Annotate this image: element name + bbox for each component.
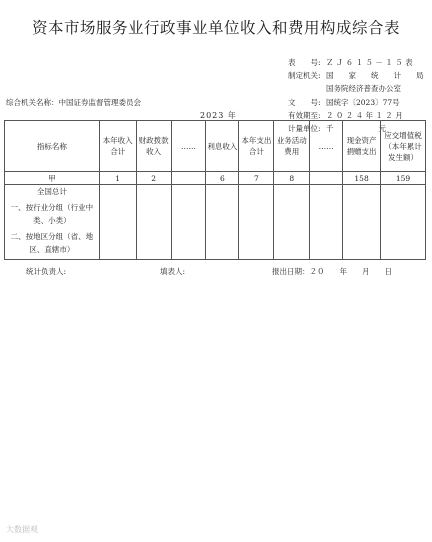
code-blank bbox=[310, 172, 343, 185]
header-indicator: 指标名称 bbox=[5, 121, 100, 172]
meta-org-value: 国 家 统 计 局 bbox=[326, 71, 424, 81]
code-6: 6 bbox=[206, 172, 239, 185]
data-cell[interactable] bbox=[206, 185, 239, 260]
org-name: 综合机关名称：中国证券监督管理委员会 bbox=[6, 98, 141, 107]
meta-valid-value: ２ ０ ２ ４ 年 １ ２ 月 bbox=[326, 110, 403, 120]
header-row bbox=[5, 121, 426, 172]
meta-doc-label: 文 号: bbox=[288, 97, 321, 107]
code-1: 1 bbox=[99, 172, 136, 185]
code-8: 8 bbox=[274, 172, 310, 185]
body-row bbox=[5, 185, 426, 260]
meta-valid-label: 有效期至: bbox=[288, 110, 321, 120]
meta-form-label: 表 号: bbox=[288, 58, 321, 67]
header-fiscal: 财政拨款收入 bbox=[136, 121, 171, 172]
watermark-logo: 大数据观 bbox=[6, 525, 38, 534]
footer-stat-lead: 统计负责人: bbox=[26, 267, 67, 276]
code-indicator: 甲 bbox=[5, 172, 100, 185]
header-ellipsis-2: …… bbox=[310, 121, 343, 172]
row-by-industry: 一、按行业分组（行业中类、小类） bbox=[10, 203, 94, 225]
code-7: 7 bbox=[239, 172, 274, 185]
header-ellipsis-1: …… bbox=[171, 121, 206, 172]
data-cell[interactable] bbox=[274, 185, 310, 260]
data-cell[interactable] bbox=[99, 185, 136, 260]
data-cell[interactable] bbox=[171, 185, 206, 260]
meta-org-value2: 国务院经济普查办公室 bbox=[326, 84, 401, 94]
header-interest: 利息收入 bbox=[206, 121, 239, 172]
code-158: 158 bbox=[343, 172, 381, 185]
footer-filler: 填表人: bbox=[160, 267, 186, 276]
row-total: 全国总计 bbox=[36, 187, 67, 196]
page-title: 资本市场服务业行政事业单位收入和费用构成综合表 bbox=[31, 19, 400, 37]
code-159: 159 bbox=[381, 172, 426, 185]
meta-unit-value: 千 元 bbox=[326, 124, 386, 134]
data-cell[interactable] bbox=[310, 185, 343, 260]
code-row bbox=[5, 172, 426, 185]
meta-form-value: Ｚ Ｊ ６ １ ５ － １ ５ 表 bbox=[326, 58, 413, 67]
meta-doc-value: 国统字〔2023〕77号 bbox=[326, 97, 400, 107]
header-cash-donation: 现金资产捐赠支出 bbox=[343, 121, 381, 172]
data-cell[interactable] bbox=[343, 185, 381, 260]
data-cell[interactable] bbox=[136, 185, 171, 260]
code-3 bbox=[171, 172, 206, 185]
report-year: 2023 年 bbox=[200, 111, 237, 120]
header-income-total: 本年收入合计 bbox=[99, 121, 136, 172]
row-labels-cell bbox=[5, 185, 100, 260]
row-by-region: 二、按地区分组（省、地区、直辖市） bbox=[10, 232, 94, 254]
meta-unit-label: 计量单位: bbox=[288, 124, 321, 134]
report-table bbox=[4, 120, 426, 260]
code-2: 2 bbox=[136, 172, 171, 185]
header-business: 业务活动费用 bbox=[274, 121, 310, 172]
meta-org-label: 制定机关: bbox=[288, 71, 321, 81]
header-vat: 应交增值税（本年累计发生额） bbox=[381, 121, 426, 172]
header-expense-total: 本年支出合计 bbox=[239, 121, 274, 172]
data-cell[interactable] bbox=[381, 185, 426, 260]
data-cell[interactable] bbox=[239, 185, 274, 260]
footer-report-date: 报出日期：２０ 年 月 日 bbox=[272, 267, 392, 276]
